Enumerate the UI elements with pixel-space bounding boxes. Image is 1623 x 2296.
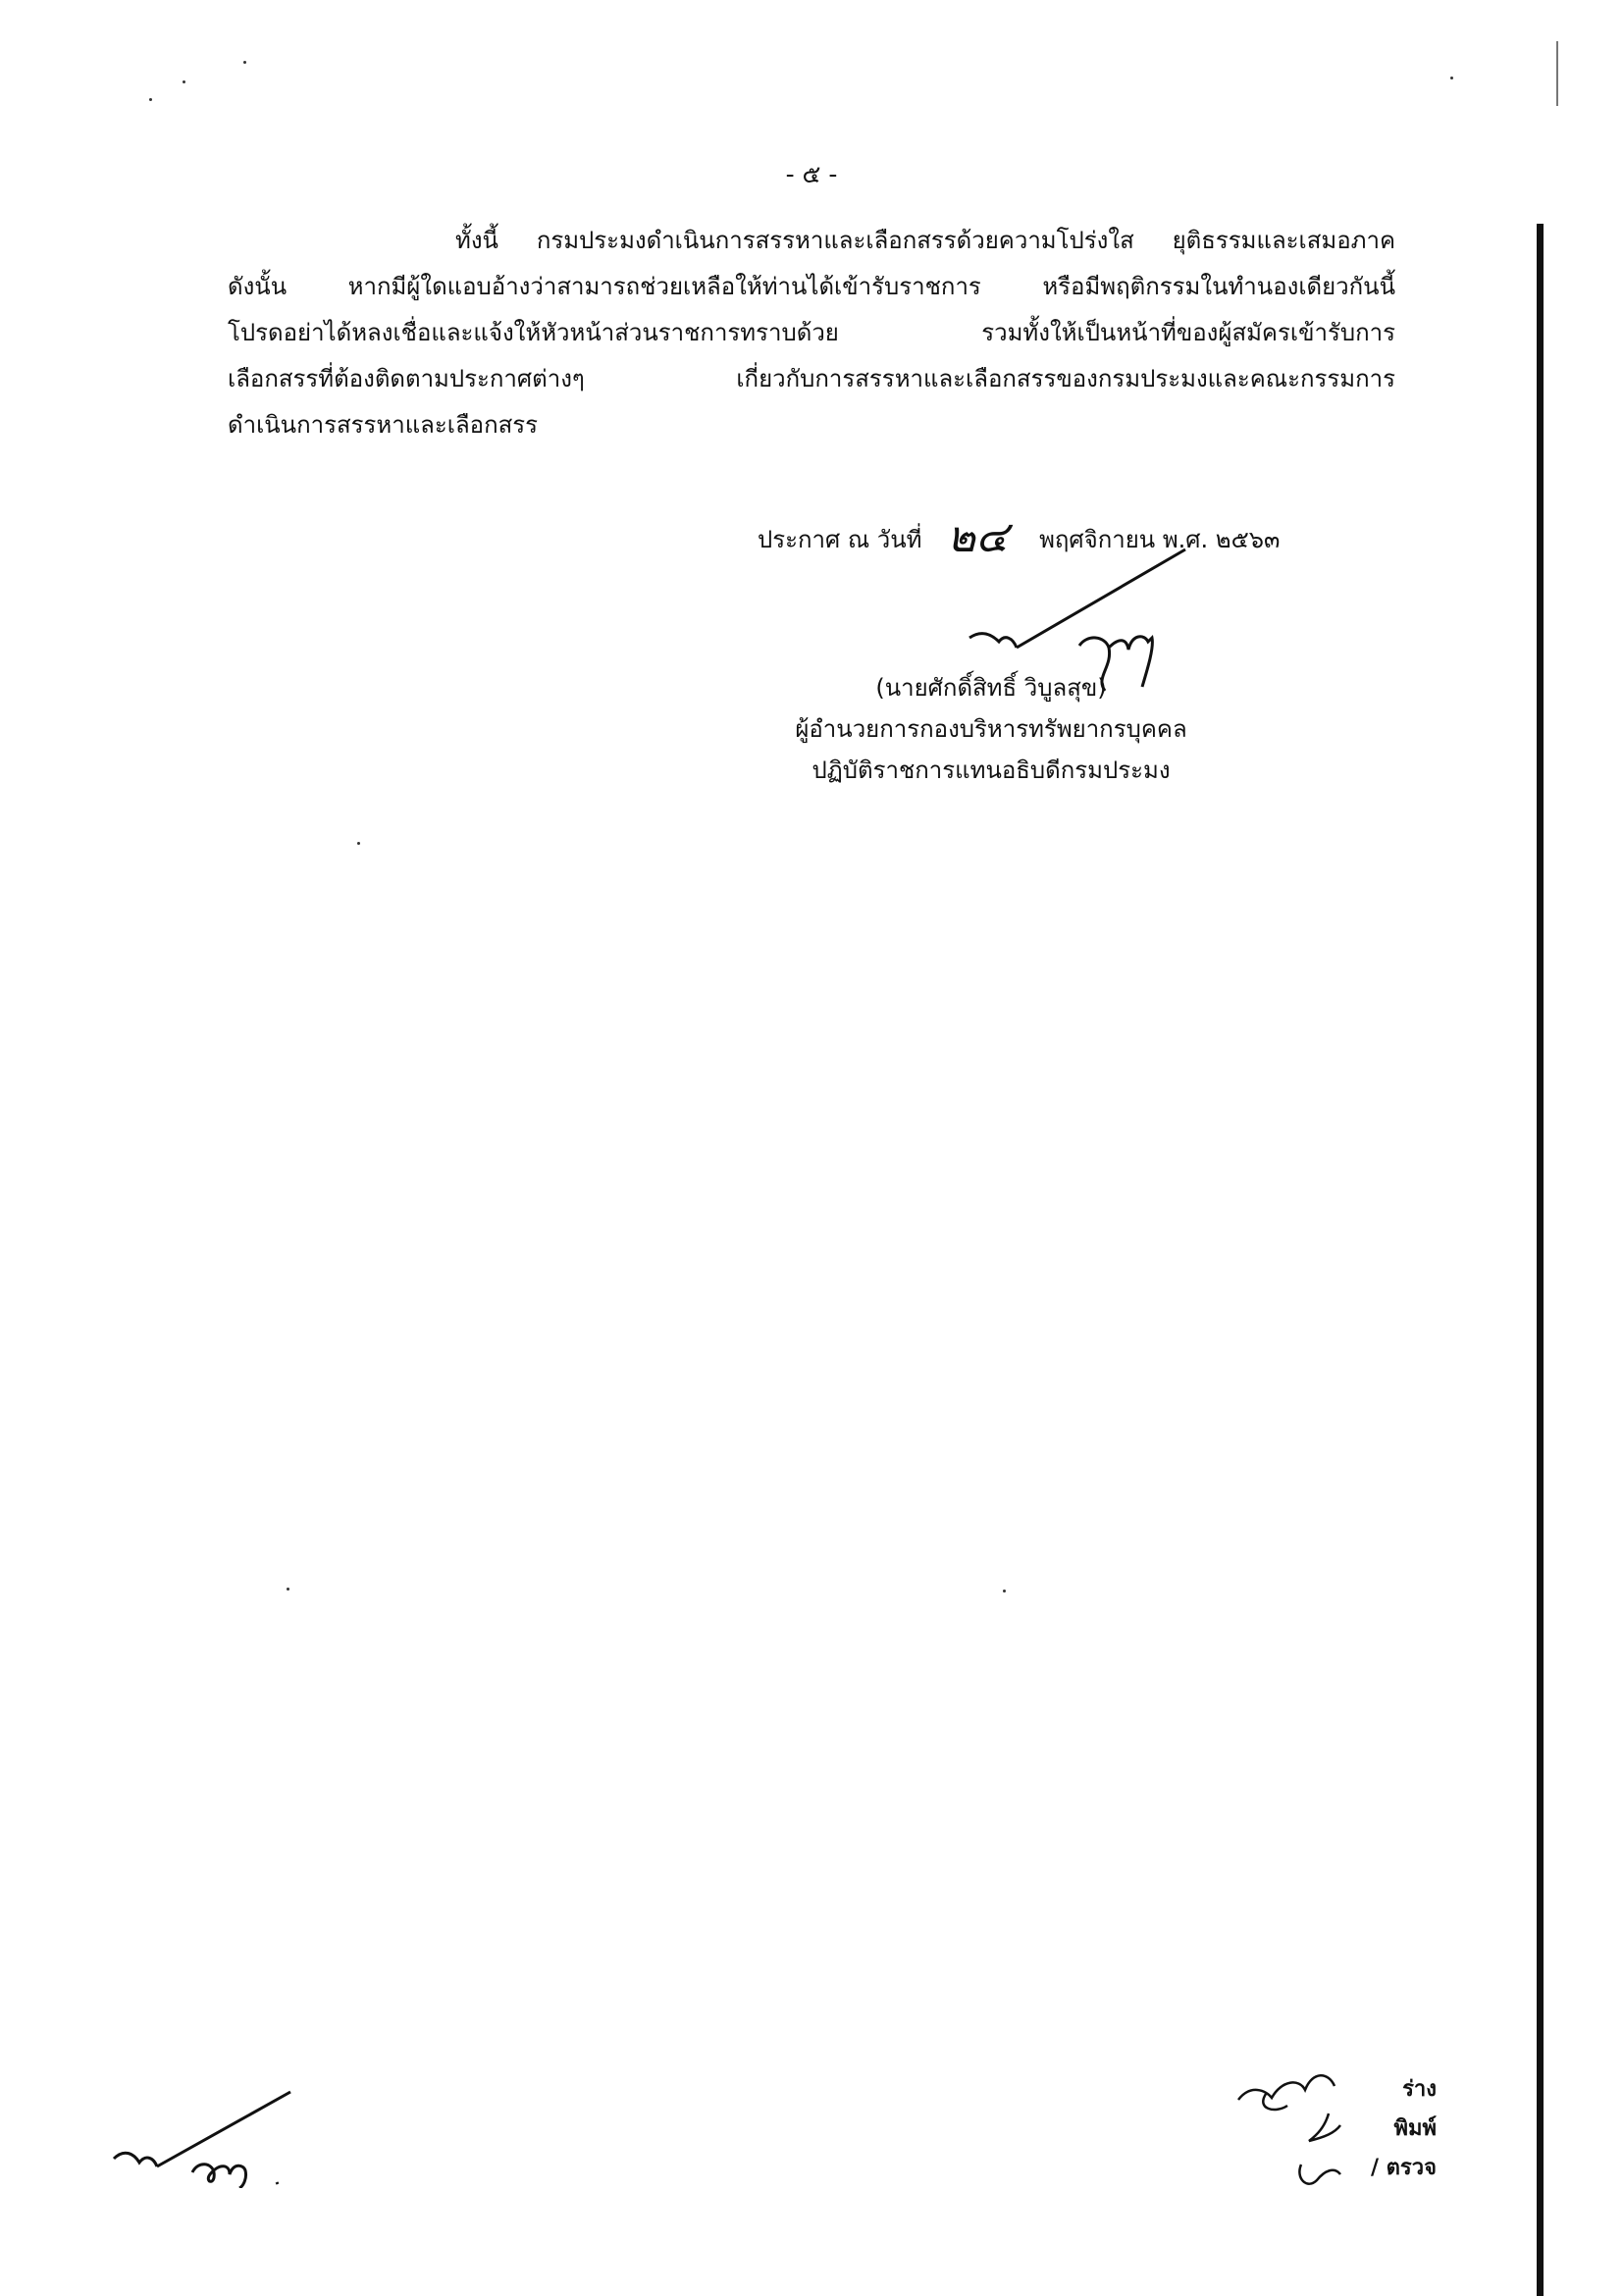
initials-check: / ตรวจ: [1370, 2156, 1437, 2180]
scan-speck: [357, 842, 360, 845]
page-number: - ๕ -: [785, 160, 838, 188]
body-line: โปรดอย่าได้หลงเชื่อและแจ้งให้หัวหน้าส่วนราชการทราบด้วย รวมทั้งให้เป็นหน้าที่ของผู้สมัครเข้ารับการ: [228, 319, 1395, 346]
announcement-prefix: ประกาศ ณ วันที่: [758, 526, 922, 553]
scan-speck: [243, 61, 246, 64]
scan-speck: [149, 98, 152, 101]
signatory-acting: ปฏิบัติราชการแทนอธิบดีกรมประมง: [812, 757, 1171, 784]
initials-block: [1371, 2070, 1437, 2188]
scan-edge-line: [1537, 224, 1544, 2296]
scan-speck: [1003, 1590, 1006, 1592]
announcement-month-year: พฤศจิกายน พ.ศ. ๒๕๖๓: [1039, 526, 1281, 553]
signatory-name: (นายศักดิ์สิทธิ์ วิบูลสุข): [875, 674, 1107, 702]
initials-scribbles-image: [1227, 2051, 1364, 2198]
body-line: เลือกสรรที่ต้องติดตามประกาศต่างๆ เกี่ยวกับการสรรหาและเลือกสรรของกรมประมงและคณะกรรมการ: [228, 365, 1395, 392]
body-paragraph: [228, 218, 1395, 448]
announcement-day: ๒๔: [947, 512, 1009, 562]
countersign-initials-image: [108, 2080, 304, 2188]
scan-speck: [183, 80, 185, 83]
scan-speck: [287, 1588, 289, 1591]
scan-edge-mark: [1556, 41, 1558, 106]
scan-speck: [1450, 77, 1453, 79]
body-line: ดำเนินการสรรหาและเลือกสรร: [228, 411, 539, 439]
initials-type: พิมพ์: [1393, 2116, 1437, 2141]
initials-draft: ร่าง: [1402, 2077, 1437, 2102]
signature-block: [687, 667, 1295, 791]
body-line: ทั้งนี้ กรมประมงดำเนินการสรรหาและเลือกสรรด้วยความโปร่งใส ยุติธรรมและเสมอภาค: [455, 227, 1395, 254]
signatory-position: ผู้อำนวยการกองบริหารทรัพยากรบุคคล: [795, 715, 1187, 743]
body-line: ดังนั้น หากมีผู้ใดแอบอ้างว่าสามารถช่วยเหลือให้ท่านได้เข้ารับราชการ หรือมีพฤติกรรมในทำนองเดียวกันนี้: [228, 273, 1395, 300]
